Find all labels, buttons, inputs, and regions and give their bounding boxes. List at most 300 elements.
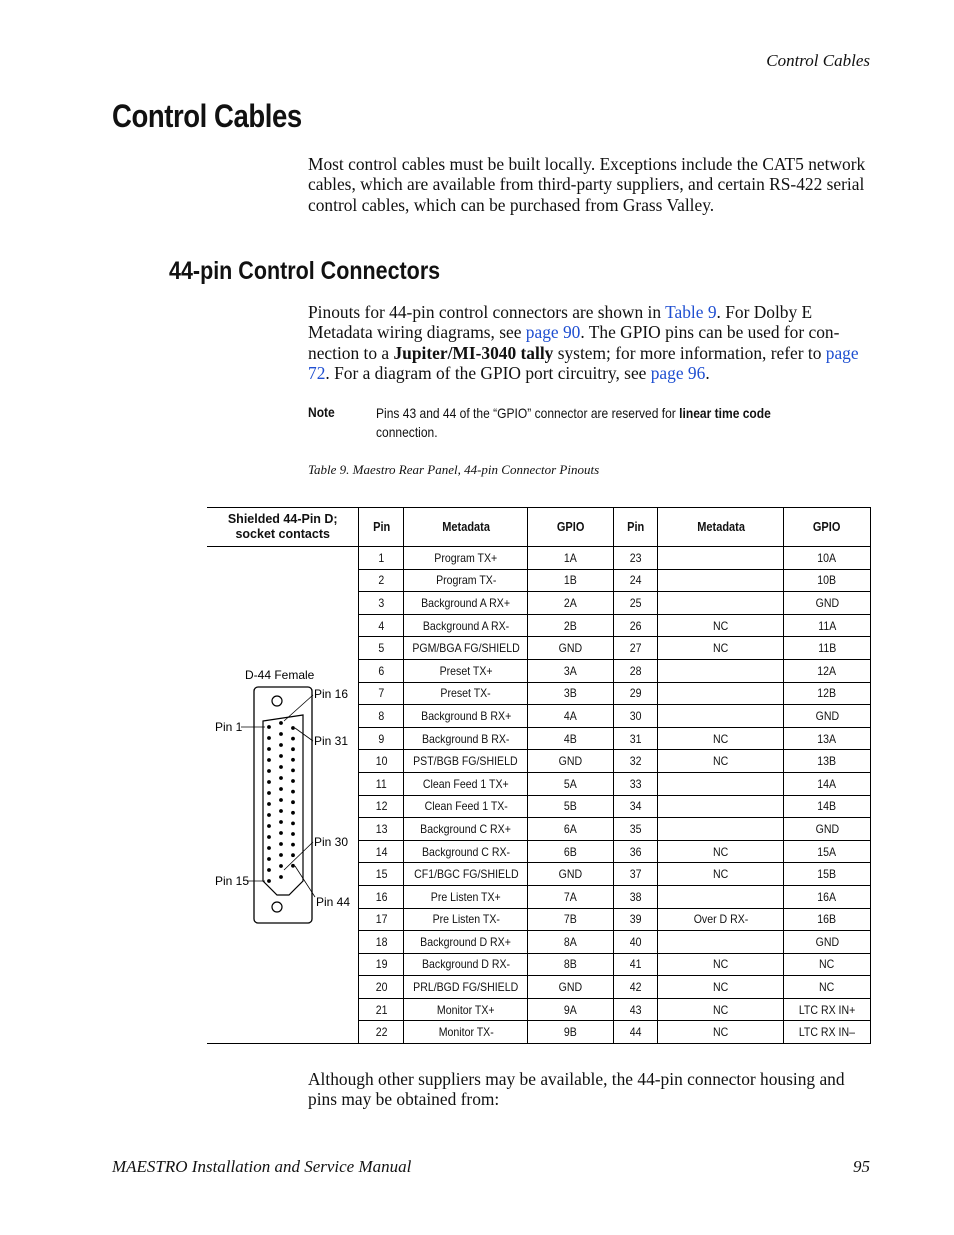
table-cell bbox=[784, 885, 871, 908]
subsection-title: 44-pin Control Connectors bbox=[169, 257, 441, 285]
cell-text: 22 bbox=[375, 1025, 388, 1040]
cell-text: 32 bbox=[629, 754, 642, 769]
cell-text: 30 bbox=[629, 708, 642, 723]
cell-text: 11 bbox=[375, 776, 387, 791]
header-pin-2 bbox=[614, 508, 658, 547]
pin-contact bbox=[267, 725, 271, 729]
pin-contact bbox=[291, 864, 295, 868]
table-cell bbox=[614, 840, 658, 863]
pin-contact bbox=[279, 831, 283, 835]
table-cell bbox=[784, 772, 871, 795]
cell-text: NC bbox=[712, 754, 729, 769]
cell-text: 8B bbox=[564, 957, 578, 972]
table-cell bbox=[658, 772, 784, 795]
label-pin44: Pin 44 bbox=[316, 895, 351, 909]
header-text: Metadata bbox=[696, 519, 745, 534]
table-cell bbox=[359, 569, 404, 592]
cell-text: Program TX- bbox=[435, 573, 496, 588]
table-cell bbox=[614, 727, 658, 750]
table-cell bbox=[784, 998, 871, 1021]
cell-text: 17 bbox=[375, 912, 388, 927]
cell-text: 10A bbox=[817, 550, 837, 565]
table-cell bbox=[404, 998, 528, 1021]
text-segment: system; for more information, refer to bbox=[553, 342, 826, 363]
table-cell bbox=[528, 863, 614, 886]
cell-text: 40 bbox=[629, 934, 642, 949]
table-cell bbox=[614, 705, 658, 728]
table-cell bbox=[784, 931, 871, 954]
d44-connector-diagram bbox=[207, 545, 359, 1043]
cell-text: 27 bbox=[629, 641, 642, 656]
cell-text: 4A bbox=[564, 708, 578, 723]
cell-text: 18 bbox=[375, 934, 388, 949]
cell-text: 29 bbox=[629, 686, 642, 701]
table-cell bbox=[658, 682, 784, 705]
cell-text: 7A bbox=[564, 889, 578, 904]
table-cell bbox=[404, 750, 528, 773]
table-cell bbox=[404, 614, 528, 637]
pin-contact bbox=[291, 779, 295, 783]
cell-text: NC bbox=[712, 1025, 729, 1040]
cell-text: Clean Feed 1 TX- bbox=[424, 799, 508, 814]
cell-text: 13B bbox=[817, 754, 837, 769]
footer-page-number: 95 bbox=[853, 1157, 870, 1176]
table-cell bbox=[784, 750, 871, 773]
pin-contact bbox=[267, 747, 271, 751]
pin-contact bbox=[267, 769, 271, 773]
table-cell bbox=[614, 637, 658, 660]
cell-text: 24 bbox=[629, 573, 642, 588]
table-cell bbox=[614, 953, 658, 976]
cell-text: 9A bbox=[564, 1002, 578, 1017]
label-pin15: Pin 15 bbox=[215, 874, 250, 888]
header-connector bbox=[207, 508, 359, 547]
table-cell bbox=[658, 863, 784, 886]
cell-text: 12B bbox=[817, 686, 837, 701]
pin-contact bbox=[267, 868, 271, 872]
pin-contact bbox=[267, 791, 271, 795]
table-cell bbox=[359, 998, 404, 1021]
cell-text: 28 bbox=[629, 663, 642, 678]
pin-contact bbox=[267, 780, 271, 784]
page-90-link[interactable]: page 90 bbox=[525, 322, 581, 343]
cell-text: NC bbox=[712, 641, 729, 656]
cell-text: NC bbox=[712, 867, 729, 882]
table-cell bbox=[784, 705, 871, 728]
cell-text: 1A bbox=[564, 550, 578, 565]
table-cell bbox=[784, 863, 871, 886]
table-caption: Table 9. Maestro Rear Panel, 44-pin Connector Pinouts bbox=[308, 462, 600, 477]
pin-contact bbox=[267, 802, 271, 806]
table-cell bbox=[359, 750, 404, 773]
pin-contact bbox=[267, 824, 271, 828]
table-cell bbox=[614, 614, 658, 637]
table-cell bbox=[359, 908, 404, 931]
cell-text: 41 bbox=[629, 957, 642, 972]
table-cell bbox=[528, 998, 614, 1021]
table-header-row bbox=[207, 508, 871, 547]
page-96-link[interactable]: page 96 bbox=[650, 363, 706, 384]
cell-text: Background A RX+ bbox=[421, 595, 511, 610]
cell-text: 4B bbox=[564, 731, 578, 746]
table-cell bbox=[658, 976, 784, 999]
table-cell bbox=[359, 840, 404, 863]
pin-contact bbox=[291, 758, 295, 762]
cell-text: 20 bbox=[375, 980, 388, 995]
cell-text: 5B bbox=[564, 799, 578, 814]
cell-text: 2B bbox=[564, 618, 578, 633]
table-cell bbox=[404, 818, 528, 841]
pin-contact bbox=[279, 721, 283, 725]
cell-text: NC bbox=[712, 731, 729, 746]
table-cell bbox=[528, 885, 614, 908]
cell-text: PST/BGB FG/SHIELD bbox=[413, 754, 519, 769]
pin-contact bbox=[291, 832, 295, 836]
pin-contact bbox=[279, 732, 283, 736]
table-cell bbox=[658, 659, 784, 682]
cell-text: 5A bbox=[564, 776, 578, 791]
pin-contact bbox=[267, 857, 271, 861]
cell-text: Background C RX- bbox=[421, 844, 510, 859]
cell-text: NC bbox=[712, 844, 729, 859]
table-cell bbox=[784, 637, 871, 660]
table-cell bbox=[784, 1021, 871, 1044]
table-cell bbox=[658, 885, 784, 908]
table-cell bbox=[404, 953, 528, 976]
table-cell bbox=[404, 976, 528, 999]
header-pin bbox=[359, 508, 404, 547]
cell-text: NC bbox=[712, 1002, 729, 1017]
pin-contact bbox=[279, 798, 283, 802]
cell-text: NC bbox=[819, 957, 835, 972]
table-cell bbox=[528, 908, 614, 931]
cell-text: 9B bbox=[564, 1025, 578, 1040]
section-title: Control Cables bbox=[112, 98, 302, 134]
connector-title: D-44 Female bbox=[245, 668, 315, 682]
table-cell bbox=[784, 976, 871, 999]
cell-text: 42 bbox=[629, 980, 642, 995]
table-cell bbox=[528, 705, 614, 728]
table-cell bbox=[784, 908, 871, 931]
text-segment: Pinouts for 44-pin control connectors are shown in bbox=[308, 302, 666, 322]
table-cell bbox=[614, 750, 658, 773]
cell-text: 3 bbox=[378, 595, 385, 610]
cell-text: LTC RX IN+ bbox=[798, 1002, 856, 1017]
header-gpio bbox=[528, 508, 614, 547]
pin-contact bbox=[279, 776, 283, 780]
pin-array bbox=[267, 721, 295, 883]
cell-text: Background D RX- bbox=[421, 957, 510, 972]
pin-contact bbox=[267, 846, 271, 850]
cell-text: 11B bbox=[818, 641, 837, 656]
cell-text: 16 bbox=[375, 889, 388, 904]
table-cell bbox=[359, 659, 404, 682]
closing-paragraph: Although other suppliers may be available, the 44-pin connector housing and pins may be obtained from: bbox=[308, 1069, 845, 1110]
cell-text: Pre Listen TX+ bbox=[430, 889, 501, 904]
cell-text: 15A bbox=[817, 844, 837, 859]
cell-text: 14 bbox=[375, 844, 388, 859]
cell-text: NC bbox=[712, 618, 729, 633]
table-cell bbox=[614, 569, 658, 592]
table-cell bbox=[528, 637, 614, 660]
table-cell bbox=[404, 931, 528, 954]
cell-text: GND bbox=[559, 754, 583, 769]
table-cell bbox=[658, 569, 784, 592]
cell-text: GND bbox=[815, 821, 839, 836]
table-cell bbox=[658, 840, 784, 863]
table-cell bbox=[614, 885, 658, 908]
cell-text: 7B bbox=[564, 912, 578, 927]
cell-text: 26 bbox=[629, 618, 642, 633]
cell-text: 15 bbox=[375, 867, 388, 882]
table-cell bbox=[359, 818, 404, 841]
header-text: GPIO bbox=[556, 519, 585, 534]
page-72-link[interactable]: page 72 bbox=[308, 342, 859, 384]
cell-text: 44 bbox=[629, 1025, 642, 1040]
table-cell bbox=[614, 931, 658, 954]
table-cell bbox=[528, 727, 614, 750]
cell-text: 13 bbox=[375, 821, 388, 836]
table-cell bbox=[614, 1021, 658, 1044]
pin-contact bbox=[267, 758, 271, 762]
table-cell bbox=[528, 772, 614, 795]
pin-contact bbox=[279, 787, 283, 791]
header-text: GPIO bbox=[813, 519, 841, 534]
cell-text: Background B RX+ bbox=[420, 708, 511, 723]
cell-text: PGM/BGA FG/SHIELD bbox=[412, 641, 520, 656]
pin-contact bbox=[291, 800, 295, 804]
table-cell bbox=[784, 659, 871, 682]
cell-text: LTC RX IN– bbox=[798, 1025, 856, 1040]
pin-contact bbox=[267, 813, 271, 817]
table-cell bbox=[359, 795, 404, 818]
cell-text: 33 bbox=[629, 776, 642, 791]
table-cell bbox=[614, 863, 658, 886]
cell-text: 11A bbox=[818, 618, 837, 633]
table-cell bbox=[404, 885, 528, 908]
table-cell bbox=[359, 637, 404, 660]
cell-text: GND bbox=[559, 641, 583, 656]
pin-contact bbox=[279, 853, 283, 857]
table-cell bbox=[528, 569, 614, 592]
table-cell bbox=[528, 750, 614, 773]
table-cell bbox=[784, 569, 871, 592]
table-cell bbox=[404, 795, 528, 818]
pin-contact bbox=[267, 736, 271, 740]
table-cell bbox=[528, 682, 614, 705]
table-cell bbox=[658, 637, 784, 660]
cell-text: NC bbox=[712, 957, 729, 972]
text-segment: . bbox=[705, 363, 710, 384]
cell-text: 10B bbox=[817, 573, 837, 588]
table-cell bbox=[784, 547, 871, 570]
table-cell bbox=[784, 614, 871, 637]
table-cell bbox=[528, 931, 614, 954]
table-cell bbox=[614, 592, 658, 615]
cell-text: 19 bbox=[375, 957, 388, 972]
pin-contact bbox=[279, 820, 283, 824]
table-cell bbox=[784, 840, 871, 863]
pin-contact bbox=[291, 790, 295, 794]
mounting-hole-top bbox=[272, 696, 282, 706]
running-head: Control Cables bbox=[766, 51, 870, 70]
cell-text: 12A bbox=[817, 663, 837, 678]
cell-text: 7 bbox=[378, 686, 385, 701]
label-pin16: Pin 16 bbox=[314, 687, 349, 701]
table-cell bbox=[359, 885, 404, 908]
table-cell bbox=[404, 705, 528, 728]
cell-text: 6 bbox=[378, 663, 385, 678]
label-pin31: Pin 31 bbox=[314, 734, 349, 748]
leader-line bbox=[295, 728, 313, 741]
table-cell bbox=[658, 998, 784, 1021]
cell-text: 12 bbox=[375, 799, 388, 814]
cell-text: 37 bbox=[629, 867, 642, 882]
pinouts-paragraph bbox=[308, 302, 874, 384]
header-text: Metadata bbox=[442, 519, 490, 534]
table-cell bbox=[528, 1021, 614, 1044]
bold-term: Jupiter/MI-3040 tally bbox=[393, 342, 554, 363]
pin-contact bbox=[291, 822, 295, 826]
cell-text: 4 bbox=[378, 618, 385, 633]
header-metadata bbox=[404, 508, 528, 547]
pin-contact bbox=[279, 864, 283, 868]
table-cell bbox=[359, 547, 404, 570]
table-cell bbox=[404, 908, 528, 931]
cell-text: Program TX+ bbox=[434, 550, 498, 565]
cell-text: Monitor TX+ bbox=[437, 1002, 495, 1017]
cell-text: Monitor TX- bbox=[438, 1025, 494, 1040]
table-cell bbox=[359, 727, 404, 750]
cell-text: Over D RX- bbox=[693, 912, 748, 927]
table-cell bbox=[359, 1021, 404, 1044]
table-cell bbox=[528, 547, 614, 570]
leader-line bbox=[284, 842, 313, 870]
table-cell bbox=[359, 953, 404, 976]
table-cell bbox=[359, 976, 404, 999]
text-segment: Pins 43 and 44 of the “GPIO” connector are reserved for bbox=[376, 405, 680, 421]
cell-text: 31 bbox=[629, 731, 642, 746]
table-cell bbox=[528, 659, 614, 682]
table-cell bbox=[658, 750, 784, 773]
table-9-link[interactable]: Table 9 bbox=[665, 302, 717, 322]
table-cell bbox=[784, 682, 871, 705]
text-segment: connection. bbox=[376, 424, 438, 440]
table-cell bbox=[784, 727, 871, 750]
bold-term: linear time code bbox=[679, 405, 771, 421]
pin-contact bbox=[279, 754, 283, 758]
text-segment: . For Dolby E Metadata wiring diagrams, see bbox=[308, 302, 813, 343]
note-label: Note bbox=[308, 404, 335, 420]
table-cell bbox=[528, 840, 614, 863]
table-cell bbox=[528, 818, 614, 841]
table-cell bbox=[658, 795, 784, 818]
cell-text: 34 bbox=[629, 799, 642, 814]
table-cell bbox=[404, 772, 528, 795]
table-cell bbox=[404, 840, 528, 863]
intro-paragraph: Most control cables must be built locally. Exceptions include the CAT5 network cables, which are available from third-party suppliers, and certain RS-422 serial control cables, which can be purchased from Grass Valley. bbox=[308, 154, 866, 215]
label-pin30: Pin 30 bbox=[314, 835, 349, 849]
table-cell bbox=[658, 818, 784, 841]
cell-text: GND bbox=[815, 595, 839, 610]
header-text: Shielded 44-Pin D; socket contacts bbox=[227, 512, 338, 541]
table-cell bbox=[658, 1021, 784, 1044]
cell-text: Background B RX- bbox=[422, 731, 510, 746]
table-cell bbox=[784, 592, 871, 615]
cell-text: 8 bbox=[378, 708, 385, 723]
table-cell bbox=[404, 727, 528, 750]
table-cell bbox=[404, 637, 528, 660]
cell-text: CF1/BGC FG/SHIELD bbox=[413, 867, 519, 882]
table-cell bbox=[614, 659, 658, 682]
table-cell bbox=[658, 592, 784, 615]
table-cell bbox=[404, 1021, 528, 1044]
pin-contact bbox=[279, 842, 283, 846]
table-cell bbox=[528, 614, 614, 637]
cell-text: Background C RX+ bbox=[420, 821, 512, 836]
table-cell bbox=[404, 659, 528, 682]
header-gpio-2 bbox=[784, 508, 871, 547]
cell-text: 8A bbox=[564, 934, 578, 949]
pin-contact bbox=[267, 835, 271, 839]
cell-text: 21 bbox=[375, 1002, 388, 1017]
cell-text: 16A bbox=[817, 889, 837, 904]
cell-text: 1 bbox=[378, 550, 385, 565]
table-cell bbox=[528, 795, 614, 818]
cell-text: 25 bbox=[629, 595, 642, 610]
table-cell bbox=[784, 795, 871, 818]
cell-text: GND bbox=[559, 980, 583, 995]
table-cell bbox=[614, 908, 658, 931]
cell-text: Preset TX- bbox=[440, 686, 491, 701]
table-cell bbox=[658, 547, 784, 570]
cell-text: 2A bbox=[564, 595, 578, 610]
label-pin1: Pin 1 bbox=[215, 720, 243, 734]
table-cell bbox=[658, 614, 784, 637]
header-metadata-2 bbox=[658, 508, 784, 547]
text-segment: . The GPIO pins can be used for con-nection to a bbox=[308, 322, 840, 363]
cell-text: 43 bbox=[629, 1002, 642, 1017]
cell-text: Background A RX- bbox=[422, 618, 509, 633]
pin-contact bbox=[291, 811, 295, 815]
table-cell bbox=[359, 705, 404, 728]
table-cell bbox=[404, 569, 528, 592]
table-cell bbox=[614, 976, 658, 999]
pin-contact bbox=[279, 875, 283, 879]
leader-line bbox=[284, 695, 313, 721]
cell-text: 14A bbox=[817, 776, 837, 791]
pin-contact bbox=[291, 726, 295, 730]
cell-text: 3A bbox=[564, 663, 578, 678]
pin-contact bbox=[291, 747, 295, 751]
table-cell bbox=[404, 592, 528, 615]
table-cell bbox=[614, 818, 658, 841]
cell-text: 16B bbox=[817, 912, 837, 927]
text-segment: . For a diagram of the GPIO port circuitry, see bbox=[325, 363, 651, 384]
table-cell bbox=[658, 931, 784, 954]
pin-contact bbox=[291, 853, 295, 857]
cell-text: 15B bbox=[817, 867, 837, 882]
pin-contact bbox=[279, 765, 283, 769]
table-cell bbox=[359, 863, 404, 886]
cell-text: Preset TX+ bbox=[439, 663, 493, 678]
pin-contact bbox=[291, 737, 295, 741]
table-cell bbox=[404, 863, 528, 886]
cell-text: GND bbox=[559, 867, 583, 882]
cell-text: 5 bbox=[378, 641, 385, 656]
cell-text: 36 bbox=[629, 844, 642, 859]
cell-text: 14B bbox=[817, 799, 837, 814]
